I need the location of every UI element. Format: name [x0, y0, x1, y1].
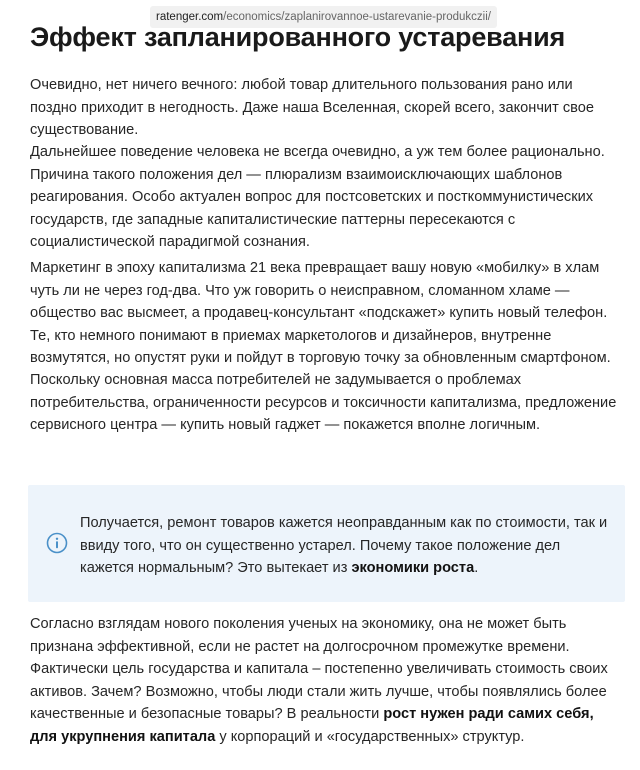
callout-text-end: . — [474, 560, 479, 576]
paragraph-5-end: у корпораций и «государственных» структур. — [215, 728, 525, 745]
info-icon — [46, 532, 68, 554]
paragraph-5-bold: рост нужен ради самих себя, для укрупнения капитала — [30, 706, 594, 745]
paragraph-4: Поскольку основная масса потребителей не задумывается о проблемах потребительства, ограниченности ресурсов и токсичности капитализма, предложение сервисного центра — купить новый гаджет — покажется вполне логичным. — [30, 372, 617, 433]
paragraph-2: Дальнейшее поведение человека не всегда очевидно, а уж тем более рационально. Причина такого положения дел — плюрализм взаимоисключающих шаблонов реагирования. Особо актуален вопрос для постсоветских и посткоммунистических государств, где западные капиталистические паттерны пересекаются с социалистической парадигмой сознания. — [30, 144, 605, 250]
info-callout — [28, 485, 625, 602]
callout-text — [80, 512, 610, 580]
paragraph-5 — [30, 613, 622, 748]
callout-text-body: Получается, ремонт товаров кажется неоправданным как по стоимости, так и ввиду того, что он существенно устарел. Почему такое положение дел кажется нормальным? Это вытекает из — [80, 515, 608, 576]
paragraph-3: Маркетинг в эпоху капитализма 21 века превращает вашу новую «мобилку» в хлам чуть ли не через год-два. Что уж говорить о неисправном, сломанном хламе — общество вас высмеет, а продавец-консультант «подскажет» купить новый телефон. Те, кто немного понимают в приемах маркетологов и дизайнеров, внутренне возмутятся, но опустят руки и пойдут в торговую точку за обновленным смартфоном. — [30, 260, 611, 366]
article-title: Эффект запланированного устаревания — [30, 22, 566, 52]
url-path: /economics/zaplanirovannoe-ustarevanie-produkczii/ — [223, 11, 491, 23]
paragraph-1: Очевидно, нет ничего вечного: любой товар длительного пользования рано или поздно приходит в негодность. Даже наша Вселенная, скорей всего, закончит свое существование. — [30, 77, 594, 138]
url-domain: ratenger.com — [156, 11, 224, 23]
paragraph-5-body: Согласно взглядам нового поколения ученых на экономику, она не может быть признана эффективной, если не растет на долгосрочном промежутке времени. Фактически цель государства и капитала – постепенно увеличивать стоимость своих активов. Зачем? Возможно, чтобы люди стали жить лучше, чтобы появлялись более качественные и безопасные товары? В реальности — [30, 616, 608, 722]
callout-link[interactable]: экономики роста — [351, 560, 475, 576]
